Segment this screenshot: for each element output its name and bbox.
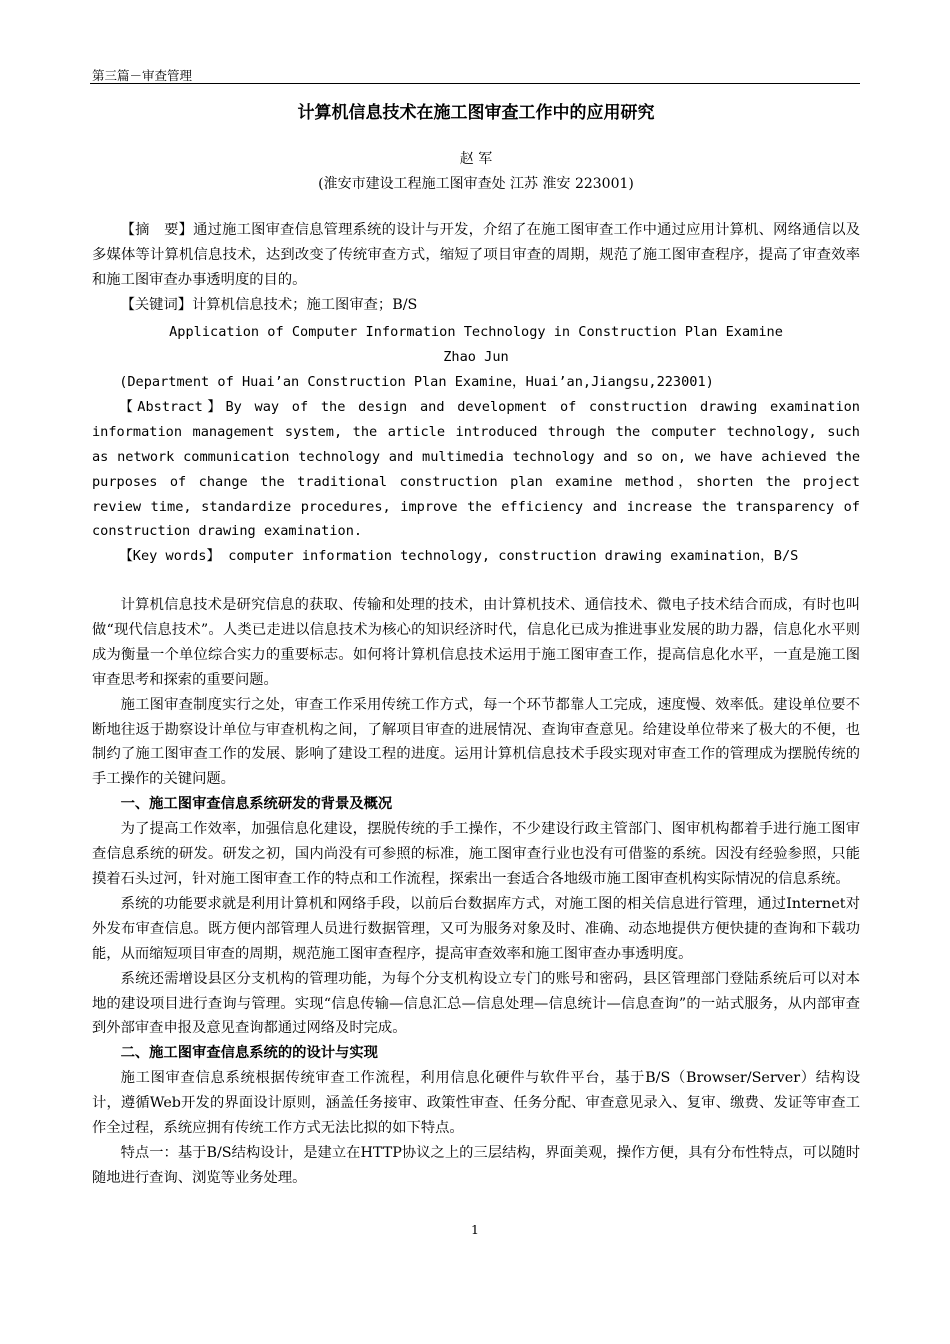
- section-heading: 一、施工图审查信息系统研发的背景及概况: [120, 796, 393, 813]
- paragraph: 特点一：基于B/S结构设计，是建立在HTTP协议之上的三层结构，界面美观，操作方便，具有分布性特点，可以随时随地进行查询、浏览等业务处理。: [92, 1144, 860, 1186]
- running-head: 第三篇－审查管理: [92, 68, 193, 83]
- title-en: Application of Computer Information Technology in Construction Plan Examine: [169, 324, 783, 340]
- keywords-en: 【Key words】 computer information technology, construction drawing examination，B/S: [119, 548, 799, 565]
- paper-title: 计算机信息技术在施工图审查工作中的应用研究: [297, 103, 655, 123]
- abstract-en: [92, 370, 860, 569]
- body-text: [92, 593, 860, 1191]
- paragraph: 系统的功能要求就是利用计算机和网络手段，以前后台数据库方式，对施工图的相关信息进行管理，通过Internet对外发布审查信息。既方便内部管理人员进行数据管理，又可为服务对象及时、准确、动态地提供方便快捷的查询和下载功能，从而缩短项目审查的周期，规范施工图审查程序，提高审查效率和施工图审查办事透明度。: [92, 895, 860, 962]
- paragraph: 系统还需增设县区分支机构的管理功能，为每个分支机构设立专门的账号和密码，县区管理部门登陆系统后可以对本地的建设项目进行查询与管理。实现“信息传输—信息汇总—信息处理—信息统计—信息查询”的一站式服务，从内部审查到外部审查申报及意见查询都通过网络及时完成。: [92, 970, 860, 1037]
- paragraph: 为了提高工作效率，加强信息化建设，摆脱传统的手工操作，不少建设行政主管部门、图审机构都着手进行施工图审查信息系统的研发。研发之初，国内尚没有可参照的标准，施工图审查行业也没有可借鉴的系统。因没有经验参照，只能摸着石头过河，针对施工图审查工作的特点和工作流程，探索出一套适合各地级市施工图审查机构实际情况的信息系统。: [92, 821, 860, 887]
- paragraph: 计算机信息技术是研究信息的获取、传输和处理的技术，由计算机技术、通信技术、微电子技术结合而成，有时也叫做“现代信息技术”。人类已走进以信息技术为核心的知识经济时代，信息化已成为推进事业发展的助力器，信息化水平则成为衡量一个单位综合实力的重要标志。如何将计算机信息技术运用于施工图审查工作，提高信息化水平，一直是施工图审查思考和探索的重要问题。: [92, 597, 860, 688]
- paragraph: 施工图审查制度实行之处，审查工作采用传统工作方式，每一个环节都靠人工完成，速度慢、效率低。建设单位要不断地往返于勘察设计单位与审查机构之间，了解项目审查的进展情况、查询审查意见。给建设单位带来了极大的不便，也制约了施工图审查工作的发展、影响了建设工程的进度。运用计算机信息技术手段实现对审查工作的管理成为摆脱传统的手工操作的关键问题。: [92, 696, 860, 788]
- paragraph: 施工图审查信息系统根据传统审查工作流程，利用信息化硬件与软件平台，基于B/S（Browser/Server）结构设计，遵循Web开发的界面设计原则，涵盖任务接审、政策性审查、任务分配、审查意见录入、复审、缴费、发证等审查工作全过程，系统应拥有传统工作方式无法比拟的如下特点。: [92, 1070, 860, 1137]
- header-rule: [90, 83, 860, 84]
- keywords-cn: 【关键词】计算机信息技术；施工图审查；B/S: [120, 296, 418, 313]
- abstract-en-text: 【Abstract】By way of the design and development of construction drawing examination information management system, the article introduced through the computer technology, such as network communication technology and multimedia technology and so on, we have achieved the purposes of change the traditional construction plan examine method，shorten the project review time, standardize procedures, improve the efficiency and increase the transparency of construction drawing examination.: [92, 398, 860, 540]
- author-en: Zhao Jun: [443, 349, 509, 365]
- affiliation-en: (Department of Huai’an Construction Plan Examine，Huai’an,Jiangsu,223001): [119, 374, 714, 390]
- author: 赵 军: [459, 151, 493, 167]
- section-heading: 二、施工图审查信息系统的的设计与实现: [120, 1045, 378, 1062]
- abstract-cn-text: 【摘 要】通过施工图审查信息管理系统的设计与开发，介绍了在施工图审查工作中通过应用计算机、网络通信以及多媒体等计算机信息技术，达到改变了传统审查方式，缩短了项目审查的周期，规范了施工图审查程序，提高了审查效率和施工图审查办事透明度的目的。: [92, 222, 860, 288]
- abstract-cn: [92, 218, 860, 318]
- affiliation: (淮安市建设工程施工图审查处 江苏 淮安 223001): [318, 176, 634, 192]
- page-number: 1: [471, 1222, 479, 1237]
